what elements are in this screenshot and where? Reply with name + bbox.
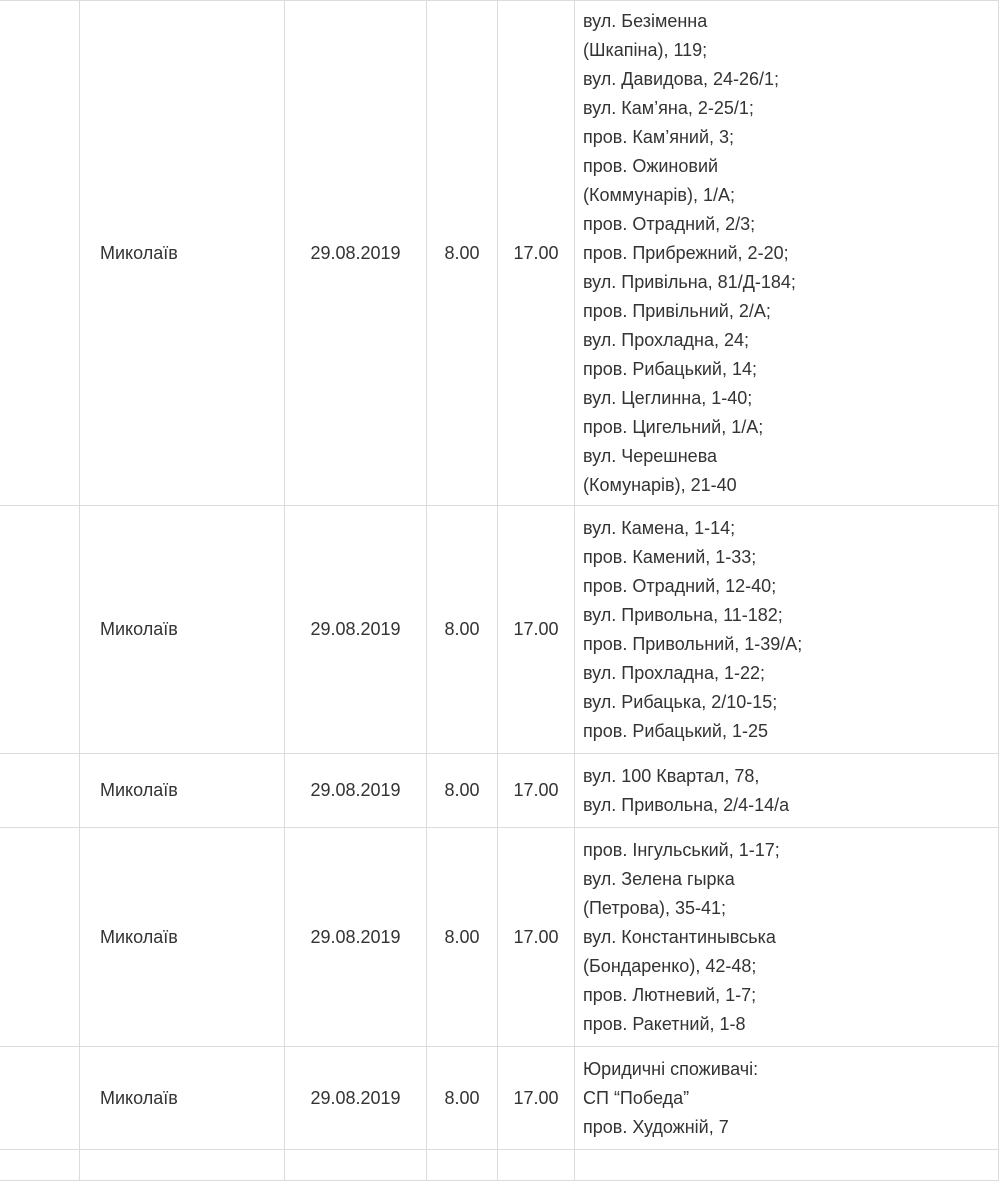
end-time-cell: 17.00 — [498, 828, 575, 1047]
date-cell: 29.08.2019 — [285, 506, 427, 754]
address-line: (Шкапіна), 119; — [583, 39, 708, 60]
row-number-cell — [0, 1150, 80, 1181]
address-line: пров. Отрадний, 2/3; — [583, 213, 756, 234]
address-line: вул. Рибацька, 2/10-15; — [583, 691, 778, 712]
address-line: пров. Камений, 1-33; — [583, 546, 757, 567]
address-line: СП “Победа” — [583, 1087, 690, 1108]
address-line: вул. Привольна, 2/4-14/а — [583, 794, 790, 815]
row-number-cell — [0, 828, 80, 1047]
row-number-cell — [0, 506, 80, 754]
table-row — [0, 1047, 999, 1150]
end-time-cell: 17.00 — [498, 754, 575, 828]
date-cell — [285, 1150, 427, 1181]
addresses-cell — [575, 1047, 999, 1150]
address-line: (Коммунарів), 1/А; — [583, 184, 735, 205]
end-time-cell: 17.00 — [498, 1047, 575, 1150]
addresses-cell — [575, 1150, 999, 1181]
start-time-cell: 8.00 — [427, 828, 498, 1047]
date-cell: 29.08.2019 — [285, 828, 427, 1047]
address-line: пров. Рибацький, 14; — [583, 358, 757, 379]
city-cell — [80, 1, 285, 506]
city-cell — [80, 828, 285, 1047]
date-cell: 29.08.2019 — [285, 1, 427, 506]
address-line: пров. Ракетний, 1-8 — [583, 1013, 746, 1034]
address-line: пров. Інгульський, 1-17; — [583, 839, 780, 860]
start-time-cell: 8.00 — [427, 1, 498, 506]
address-line: пров. Прибрежний, 2-20; — [583, 242, 789, 263]
table-row — [0, 828, 999, 1047]
addresses-cell — [575, 1, 999, 506]
row-number-cell — [0, 754, 80, 828]
start-time-cell: 8.00 — [427, 754, 498, 828]
address-line: вул. Камена, 1-14; — [583, 517, 736, 538]
city-cell — [80, 506, 285, 754]
address-line: вул. Привольна, 11-182; — [583, 604, 783, 625]
address-line: вул. Привільна, 81/Д-184; — [583, 271, 796, 292]
address-line: вул. Прохладна, 24; — [583, 329, 750, 350]
table-row — [0, 506, 999, 754]
end-time-cell — [498, 1150, 575, 1181]
start-time-cell: 8.00 — [427, 506, 498, 754]
table-row — [0, 754, 999, 828]
end-time-cell: 17.00 — [498, 506, 575, 754]
address-line: Юридичні споживачі: — [583, 1058, 759, 1079]
address-line: вул. Безіменна — [583, 10, 708, 31]
address-line: (Комунарів), 21-40 — [583, 474, 737, 495]
address-line: пров. Ожиновий — [583, 155, 719, 176]
address-line: пров. Привольний, 1-39/А; — [583, 633, 803, 654]
city-text: Миколаїв — [100, 780, 178, 800]
address-line: (Бондаренко), 42-48; — [583, 955, 757, 976]
address-line: пров. Цигельний, 1/А; — [583, 416, 764, 437]
address-line: вул. Зелена гырка — [583, 868, 735, 889]
address-line: пров. Художній, 7 — [583, 1116, 729, 1137]
address-line: вул. Прохладна, 1-22; — [583, 662, 766, 683]
address-line: пров. Лютневий, 1-7; — [583, 984, 757, 1005]
date-cell: 29.08.2019 — [285, 1047, 427, 1150]
city-cell — [80, 1150, 285, 1181]
address-line: вул. 100 Квартал, 78, — [583, 765, 760, 786]
address-line: вул. Цеглинна, 1-40; — [583, 387, 753, 408]
city-text: Миколаїв — [100, 926, 178, 947]
addresses-cell — [575, 754, 999, 828]
address-line: пров. Кам’яний, 3; — [583, 126, 735, 147]
city-cell — [80, 754, 285, 828]
address-line: пров. Рибацький, 1-25 — [583, 720, 769, 741]
row-number-cell — [0, 1, 80, 506]
date-cell: 29.08.2019 — [285, 754, 427, 828]
address-line: (Петрова), 35-41; — [583, 897, 727, 918]
city-text: Миколаїв — [100, 619, 178, 639]
addresses-cell — [575, 828, 999, 1047]
address-line: пров. Привільний, 2/А; — [583, 300, 771, 321]
end-time-cell: 17.00 — [498, 1, 575, 506]
address-line: пров. Отрадний, 12-40; — [583, 575, 777, 596]
address-line: вул. Давидова, 24-26/1; — [583, 68, 780, 89]
address-line: вул. Черешнева — [583, 445, 718, 466]
row-number-cell — [0, 1047, 80, 1150]
table-row — [0, 1, 999, 506]
address-line: вул. Кам’яна, 2-25/1; — [583, 97, 754, 118]
table-row — [0, 1150, 999, 1181]
address-line: вул. Константинывська — [583, 926, 776, 947]
city-text: Миколаїв — [100, 1087, 178, 1108]
city-text: Миколаїв — [100, 242, 178, 263]
start-time-cell: 8.00 — [427, 1047, 498, 1150]
city-cell — [80, 1047, 285, 1150]
start-time-cell — [427, 1150, 498, 1181]
addresses-cell — [575, 506, 999, 754]
